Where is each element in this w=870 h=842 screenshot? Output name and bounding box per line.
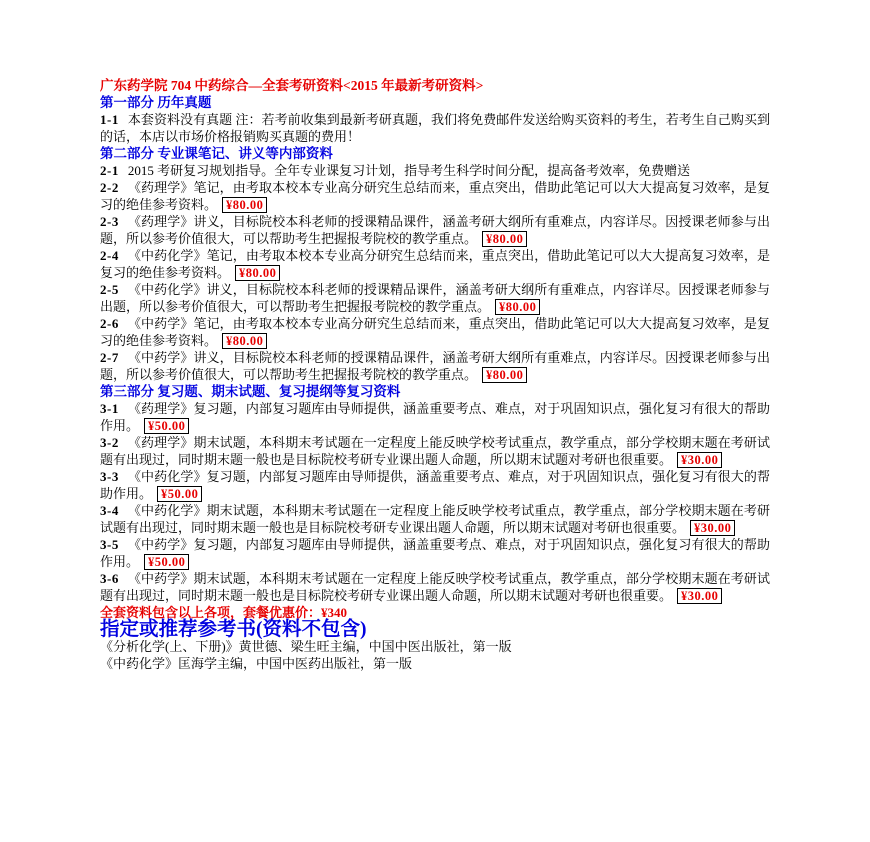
catalog-item-2-2: [100, 179, 770, 213]
price-tag: ¥30.00: [677, 452, 722, 468]
item-number: 2-2: [100, 180, 119, 195]
catalog-item-3-1: [100, 400, 770, 434]
item-text: 《中药化学》讲义，目标院校本科老师的授课精品课件，涵盖考研大纲所有重难点，内容详尽。因授课老师参与出题，所以参考价值很大，可以帮助考生把握报考院校的教学重点。: [100, 282, 770, 314]
item-text: 《中药学》讲义，目标院校本科老师的授课精品课件，涵盖考研大纲所有重难点，内容详尽。因授课老师参与出题，所以参考价值很大，可以帮助考生把握报考院校的教学重点。: [100, 350, 770, 382]
item-text: 《中药化学》期末试题，本科期末考试题在一定程度上能反映学校考试重点，教学重点，部分学校期末题在考研试题有出现过，同时期末题一般也是目标院校考研专业课出题人命题，所以期末试题对考研也很重要。: [100, 503, 770, 535]
item-text: 2015 考研复习规划指导。全年专业课复习计划，指导考生科学时间分配，提高备考效率，免费赠送: [127, 163, 691, 178]
item-text: 《中药化学》笔记，由考取本校本专业高分研究生总结而来，重点突出，借助此笔记可以大大提高复习效率，是复习的绝佳参考资料。: [100, 248, 770, 280]
catalog-item-3-6: [100, 570, 770, 604]
price-tag: ¥80.00: [222, 197, 267, 213]
catalog-item-2-6: [100, 315, 770, 349]
price-tag: ¥80.00: [495, 299, 540, 315]
item-text: 《中药学》复习题，内部复习题库由导师提供，涵盖重要考点、难点，对于巩固知识点，强化复习有很大的帮助作用。: [100, 537, 770, 569]
section-2-heading: 第二部分 专业课笔记、讲义等内部资料: [100, 146, 333, 161]
catalog-item-3-4: [100, 502, 770, 536]
package-price-line: 全套资料包含以上各项，套餐优惠价：¥340: [100, 605, 348, 620]
item-number: 3-4: [100, 503, 119, 518]
item-number: 3-1: [100, 401, 119, 416]
section-1-heading: 第一部分 历年真题: [100, 95, 212, 110]
item-number: 3-5: [100, 537, 119, 552]
catalog-item-3-2: [100, 434, 770, 468]
item-number: 2-6: [100, 316, 119, 331]
catalog-item-2-3: [100, 213, 770, 247]
catalog-item-2-1: [100, 162, 770, 179]
price-tag: ¥50.00: [144, 418, 189, 434]
price-tag: ¥80.00: [235, 265, 280, 281]
item-text: 《中药学》笔记，由考取本校本专业高分研究生总结而来，重点突出，借助此笔记可以大大提高复习效率，是复习的绝佳参考资料。: [100, 316, 770, 348]
price-tag: ¥80.00: [482, 231, 527, 247]
item-number: 3-6: [100, 571, 119, 586]
item-number: 2-5: [100, 282, 119, 297]
reference-heading: 指定或推荐参考书(资料不包含): [100, 619, 367, 640]
item-text: 《中药学》期末试题，本科期末考试题在一定程度上能反映学校考试重点，教学重点，部分学校期末题在考研试题有出现过，同时期末题一般也是目标院校考研专业课出题人命题，所以期末试题对考研也很重要。: [100, 571, 770, 603]
catalog-item-1-1: [100, 111, 770, 145]
reference-item: 《中药化学》匡海学主编，中国中医药出版社，第一版: [100, 656, 413, 671]
item-number: 2-4: [100, 248, 119, 263]
price-tag: ¥30.00: [690, 520, 735, 536]
item-text: 《药理学》期末试题，本科期末考试题在一定程度上能反映学校考试重点，教学重点，部分学校期末题在考研试题有出现过，同时期末题一般也是目标院校考研专业课出题人命题，所以期末试题对考研也很重要。: [100, 435, 770, 467]
item-text: 《药理学》笔记，由考取本校本专业高分研究生总结而来，重点突出，借助此笔记可以大大提高复习效率，是复习的绝佳参考资料。: [100, 180, 770, 212]
price-tag: ¥50.00: [157, 486, 202, 502]
item-number: 2-3: [100, 214, 119, 229]
item-text: 《药理学》复习题，内部复习题库由导师提供，涵盖重要考点、难点，对于巩固知识点，强化复习有很大的帮助作用。: [100, 401, 770, 433]
item-number: 2-7: [100, 350, 119, 365]
item-number: 1-1: [100, 112, 119, 127]
section-3-heading: 第三部分 复习题、期末试题、复习提纲等复习资料: [100, 384, 401, 399]
price-tag: ¥30.00: [677, 588, 722, 604]
price-tag: ¥80.00: [482, 367, 527, 383]
item-text: 本套资料没有真题 注：若考前收集到最新考研真题，我们将免费邮件发送给购买资料的考生，若考生自己购买到的话，本店以市场价格报销购买真题的费用！: [100, 112, 770, 144]
catalog-item-2-5: [100, 281, 770, 315]
catalog-item-2-4: [100, 247, 770, 281]
document-title: 广东药学院 704 中药综合—全套考研资料<2015 年最新考研资料>: [100, 78, 484, 93]
catalog-item-3-3: [100, 468, 770, 502]
item-text: 《药理学》讲义，目标院校本科老师的授课精品课件，涵盖考研大纲所有重难点，内容详尽。因授课老师参与出题，所以参考价值很大，可以帮助考生把握报考院校的教学重点。: [100, 214, 770, 246]
item-text: 《中药化学》复习题，内部复习题库由导师提供，涵盖重要考点、难点，对于巩固知识点，强化复习有很大的帮助作用。: [100, 469, 770, 501]
item-number: 3-2: [100, 435, 119, 450]
item-number: 3-3: [100, 469, 119, 484]
catalog-item-3-5: [100, 536, 770, 570]
catalog-item-2-7: [100, 349, 770, 383]
reference-item: 《分析化学(上、下册)》黄世德、梁生旺主编，中国中医出版社，第一版: [100, 639, 512, 654]
price-tag: ¥80.00: [222, 333, 267, 349]
price-tag: ¥50.00: [144, 554, 189, 570]
item-number: 2-1: [100, 163, 119, 178]
